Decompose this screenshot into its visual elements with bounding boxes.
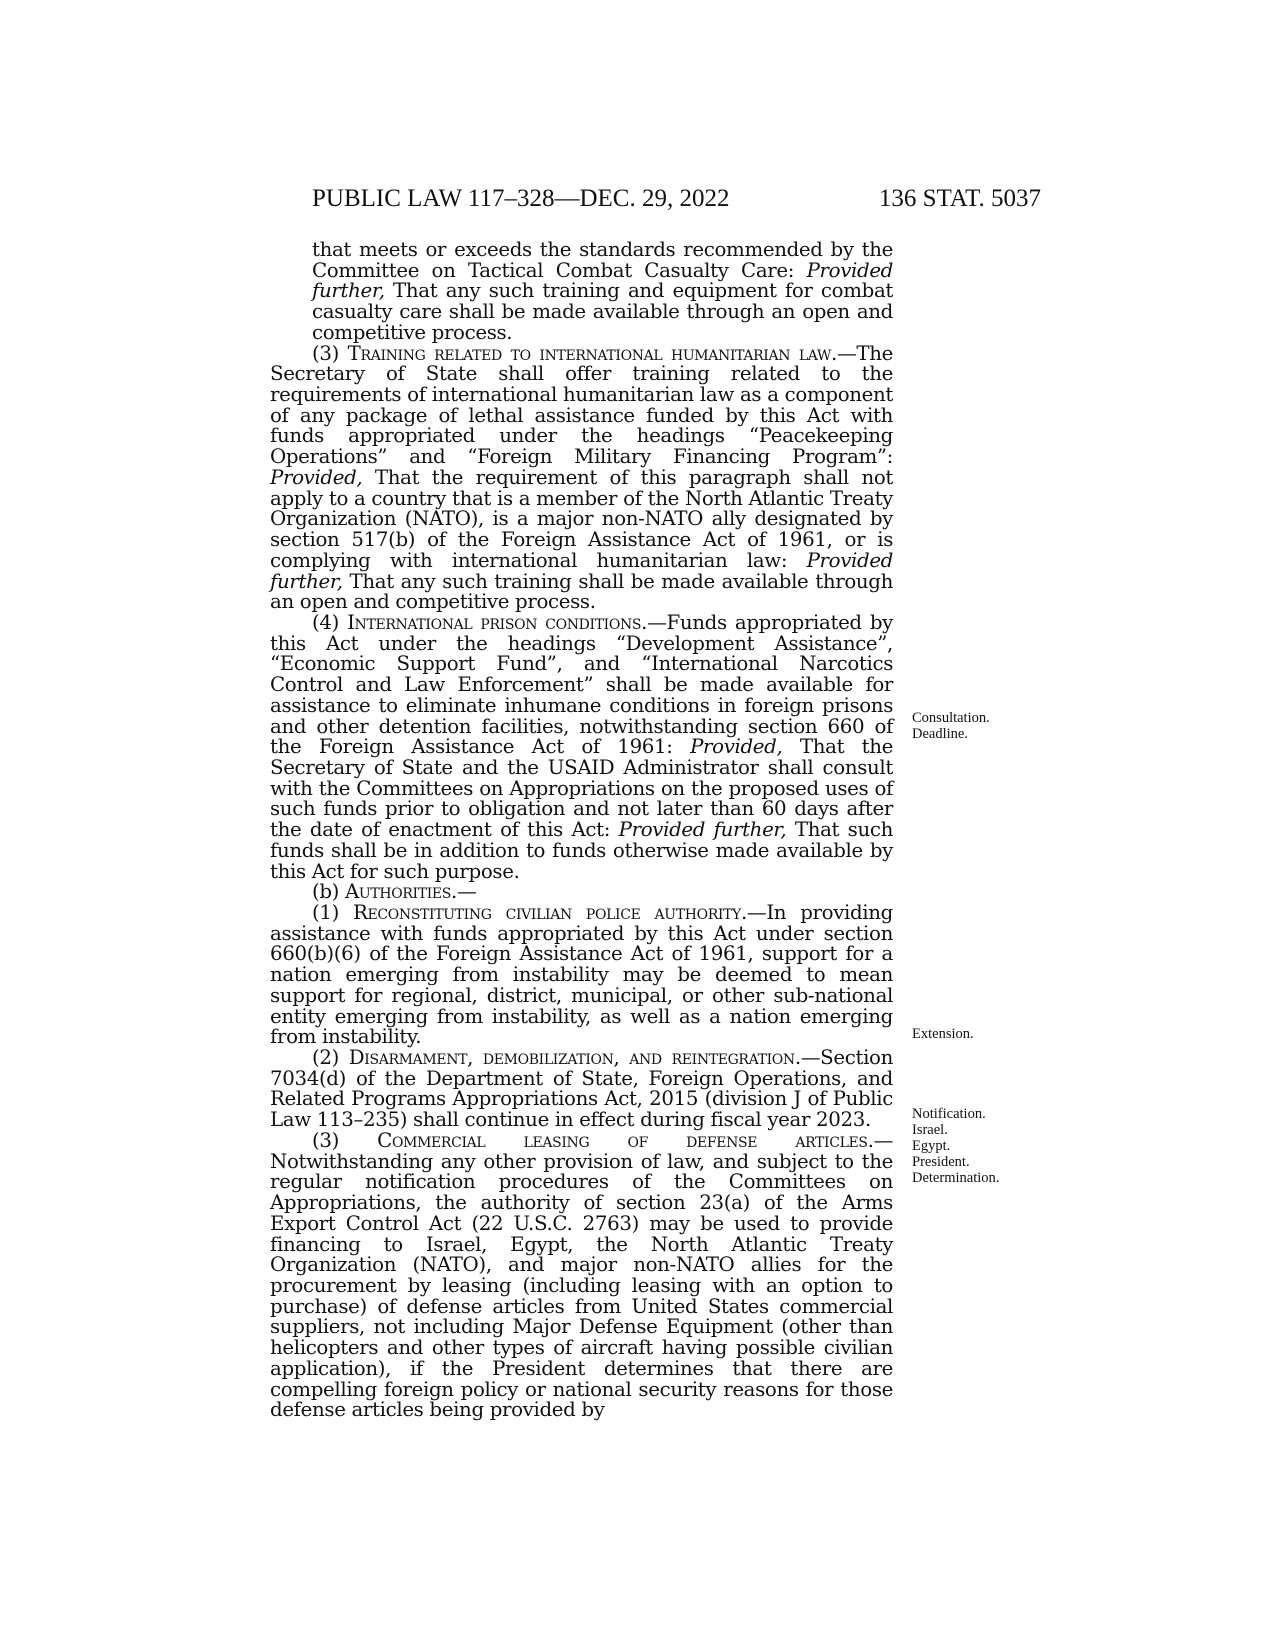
page-header: [312, 185, 1041, 225]
body-text: [270, 240, 893, 1421]
proviso-text: Provided further,: [312, 258, 893, 303]
margin-note-line: Extension.: [912, 1026, 974, 1042]
paragraph-text: That such funds shall be in addition to funds otherwise made available by this Act for such purpose.: [270, 818, 893, 883]
paragraph-heading: International prison conditions: [347, 610, 642, 634]
paragraph-b3-commercial-leasing: [270, 1128, 893, 1422]
paragraph-text: .—The Secretary of State shall offer training related to the requirements of international humanitarian law as a component of any package of lethal assistance funded by this Act with funds appropriated under the headings “Peacekeeping Operations” and “Foreign Military Financing Program”:: [270, 341, 893, 469]
paragraph-text: That the Secretary of State and the USAID Administrator shall consult with the Committees on Appropriations on the proposed uses of such funds prior to obligation and not later than 60 days after the date of enactment of this Act:: [270, 735, 893, 842]
margin-note-consultation-deadline: [912, 710, 990, 742]
margin-note-notification: [912, 1106, 999, 1186]
margin-note-line: Consultation.: [912, 710, 990, 726]
margin-note-line: Deadline.: [912, 726, 968, 742]
margin-note-line: Israel.: [912, 1122, 948, 1138]
paragraph-text: That any such training shall be made available through an open and competitive process.: [270, 569, 893, 614]
margin-note-extension: [912, 1026, 974, 1042]
margin-note-line: Determination.: [912, 1170, 1000, 1186]
paragraph-heading: Reconstituting civilian police authority: [353, 901, 741, 924]
paragraph-heading: Authorities: [345, 880, 452, 904]
paragraph-b1-civilian-police-authority: [270, 903, 893, 1048]
paragraph-heading: Training related to international humanitarian law: [347, 341, 832, 365]
paragraph-text: .—Notwithstanding any other provision of law, and subject to the regular notification procedures of the Committees on Appropriations, the authority of section 23(a) of the Arms Export Control Act (22 U.S.C. 2763) may be used to provide financing to Israel, Egypt, the North Atlantic Treaty Organization (NATO), and major non-NATO allies for the procurement by leasing (including leasing with an option to purchase) of defense articles from United States commercial suppliers, not including Major Defense Equipment (other than helicopters and other types of aircraft having possible civilian application), if the President determines that there are compelling foreign policy or national security reasons for those defense articles being provided by: [270, 1128, 893, 1422]
proviso-text: Provided,: [270, 465, 363, 489]
paragraph-text: (2): [312, 1046, 349, 1070]
paragraph-text: That any such training and equipment for combat casualty care shall be made available through an open and competitive process.: [312, 279, 893, 344]
paragraph-text: (1): [312, 901, 354, 924]
paragraph-4-international-prison-conditions: [270, 610, 893, 883]
running-header-title: PUBLIC LAW 117–328—DEC. 29, 2022: [312, 185, 730, 212]
margin-note-line: Egypt.: [912, 1138, 951, 1154]
proviso-text: Provided further,: [618, 818, 787, 842]
paragraph-text: (3): [312, 1128, 378, 1152]
paragraph-text: (3): [312, 341, 348, 365]
paragraph-text: .—In providing assistance with funds appropriated by this Act under section 660(b)(6) of the Foreign Assistance Act of 1961, support for a nation emerging from instability may be deemed to mean support for regional, district, municipal, or other sub-national entity emerging from instability, as well as a nation emerging from instability.: [270, 901, 893, 1049]
proviso-text: Provided,: [690, 735, 783, 759]
subsection-b-authorities: [270, 882, 893, 903]
paragraph-text: That the requirement of this paragraph shall not apply to a country that is a member of the North Atlantic Treaty Organization (NATO), is a major non-NATO ally designated by section 517(b) of the Foreign Assistance Act of 1961, or is complying with international humanitarian law:: [270, 465, 893, 572]
paragraph-text: (b): [312, 880, 345, 904]
margin-note-line: President.: [912, 1154, 970, 1170]
paragraph-text: that meets or exceeds the standards recommended by the Committee on Tactical Combat Casualty Care:: [312, 238, 893, 282]
paragraph-3-international-humanitarian-law: [270, 341, 893, 614]
paragraph-continuation-combat-care: [270, 240, 893, 344]
paragraph-b2-disarmament: [270, 1048, 893, 1131]
paragraph-text: .—Section 7034(d) of the Department of State, Foreign Operations, and Related Programs Appropriations Act, 2015 (division J of Public Law 113–235) shall continue in effect during fiscal year 2023.: [270, 1046, 893, 1132]
paragraph-text: .—: [451, 880, 477, 904]
margin-note-line: Notification.: [912, 1106, 986, 1122]
paragraph-text: .—Funds appropriated by this Act under the headings “Development Assistance”, “Economic Support Fund”, and “International Narcotics Control and Law Enforcement” shall be made available for assistance to eliminate inhumane conditions in foreign prisons and other detention facilities, notwithstanding section 660 of the Foreign Assistance Act of 1961:: [270, 610, 893, 759]
paragraph-heading: Commercial leasing of defense articles: [377, 1128, 868, 1152]
proviso-text: Provided further,: [270, 548, 893, 593]
page-number: 136 STAT. 5037: [878, 185, 1041, 212]
paragraph-text: (4): [312, 610, 348, 634]
paragraph-heading: Disarmament, demobilization, and reintegration: [348, 1046, 795, 1070]
